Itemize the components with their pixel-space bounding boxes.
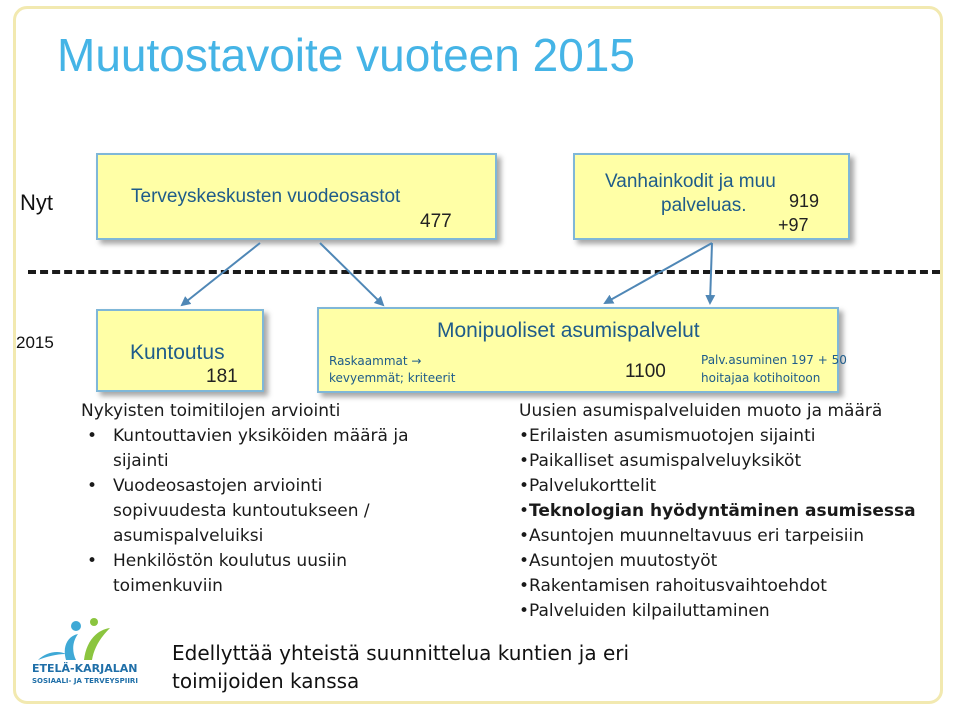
arrow-elderly-to-housing-left [605,243,712,303]
health-centers-label: Terveyskeskusten vuodeosastot [131,186,401,207]
logo-figures-icon [32,616,162,664]
bullet-icon: • [519,451,530,471]
bullet-icon: • [519,501,530,521]
list-item: • Henkilöstön koulutus uusiin toimenkuviin [87,551,348,596]
arrow-health-to-rehab [182,243,260,305]
list-item: •Asuntojen muutostyöt [519,551,718,571]
health-centers-value: 477 [420,211,452,232]
bullet-icon: • [87,426,98,446]
row-label-2015: 2015 [16,333,54,352]
bullet-icon: • [519,601,530,621]
list-item: • Kuntouttavien yksiköiden määrä ja sijainti [87,426,409,471]
logo-line2: SOSIAALI- JA TERVEYSPIIRI [32,677,138,685]
elderly-homes-label-line1: Vanhainkodit ja muu [605,171,776,192]
list-item: •Rakentamisen rahoitusvaihtoehdot [519,576,827,596]
housing-side-line1: Palv.asuminen 197 + 50 [701,353,847,367]
arrow-right-icon: → [411,354,422,368]
bullet-icon: • [519,551,530,571]
housing-note-line1: Raskaammat → [329,354,422,368]
bullet-icon: • [87,551,98,571]
bullet-icon: • [87,476,98,496]
right-list-heading: Uusien asumispalveluiden muoto ja määrä [519,401,883,421]
slide-title: Muutostavoite vuoteen 2015 [57,29,635,81]
housing-services-title: Monipuoliset asumispalvelut [437,319,700,342]
row-label-now: Nyt [20,190,53,215]
list-item: •Palvelukorttelit [519,476,657,496]
elderly-homes-value: 919 [789,191,820,211]
rehab-label: Kuntoutus [130,341,225,364]
list-item: •Palveluiden kilpailuttaminen [519,601,770,621]
housing-side-line2: hoitajaa kotihoitoon [701,371,821,385]
list-item: •Paikalliset asumispalveluyksiköt [519,451,802,471]
bullet-icon: • [519,526,530,546]
logo [32,616,162,696]
right-list [519,399,949,624]
list-item: •Asuntojen muunneltavuus eri tarpeisiin [519,526,864,546]
elderly-homes-label-line2: palveluas. [661,195,747,216]
bullet-icon: • [519,476,530,496]
left-list-heading: Nykyisten toimitilojen arviointi [81,401,341,421]
arrow-health-to-housing [320,243,383,305]
list-item: •Teknologian hyödyntäminen asumisessa [519,501,916,521]
housing-note-line2: kevyemmät; kriteerit [329,371,456,385]
left-list [81,399,481,599]
housing-value: 1100 [625,361,666,382]
logo-line1: ETELÄ-KARJALAN [32,662,138,675]
bullet-icon: • [519,576,530,596]
arrow-elderly-to-housing-right [710,243,712,303]
rehab-value: 181 [206,366,238,387]
footer-note: Edellyttää yhteistä suunnittelua kuntien ja eri toimijoiden kanssa [172,641,630,693]
bullet-icon: • [519,426,530,446]
elderly-homes-extra: +97 [778,215,809,235]
list-item: • Vuodeosastojen arviointi sopivuudesta kuntoutukseen / asumispalveluiksi [87,476,370,546]
list-item: •Erilaisten asumismuotojen sijainti [519,426,816,446]
